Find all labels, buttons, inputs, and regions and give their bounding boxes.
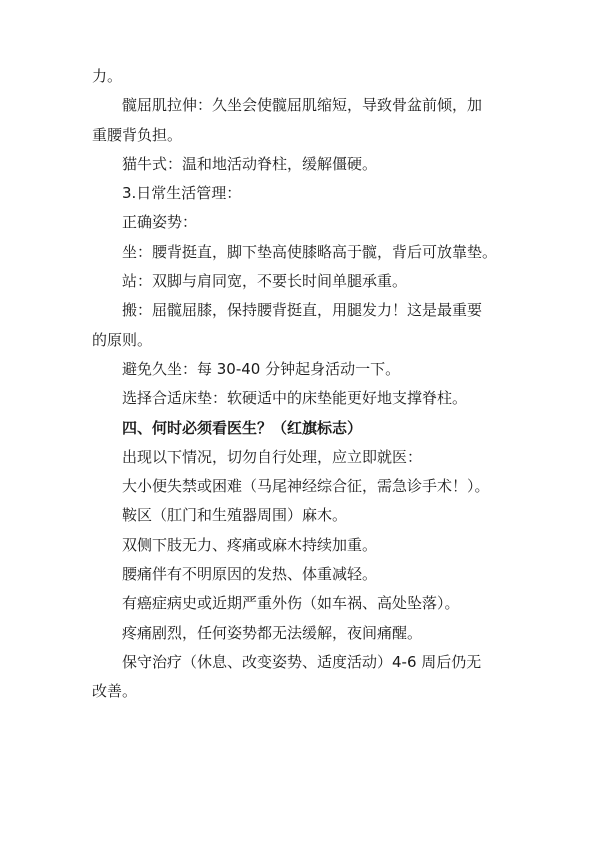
text-line: 出现以下情况，切勿自行处理，应立即就医： — [122, 447, 423, 466]
text-line: 力。 — [92, 67, 123, 85]
text-line: 的原则。 — [92, 330, 153, 349]
text-line: 坐：腰背挺直，脚下垫高使膝略高于髋，背后可放靠垫。 — [122, 242, 498, 261]
text-line: 选择合适床垫：软硬适中的床垫能更好地支撑脊柱。 — [122, 389, 468, 408]
section-heading: 四、何时必须看医生？（红旗标志） — [122, 418, 363, 437]
text-line: 双侧下肢无力、疼痛或麻木持续加重。 — [122, 535, 378, 554]
document-body — [92, 62, 504, 707]
text-line: 保守治疗（休息、改变姿势、适度活动）4-6 周后仍无 — [122, 652, 482, 671]
text-line: 大小便失禁或困难（马尾神经综合征，需急诊手术！）。 — [122, 477, 490, 496]
text-line: 重腰背负担。 — [92, 125, 183, 144]
text-line: 腰痛伴有不明原因的发热、体重减轻。 — [122, 565, 378, 584]
text-line: 鞍区（肛门和生殖器周围）麻木。 — [122, 506, 348, 525]
text-line: 疼痛剧烈，任何姿势都无法缓解，夜间痛醒。 — [122, 623, 423, 642]
text-line: 避免久坐：每 30-40 分钟起身活动一下。 — [122, 359, 401, 378]
text-line: 站：双脚与肩同宽，不要长时间单腿承重。 — [122, 272, 408, 291]
text-line: 猫牛式：温和地活动脊柱，缓解僵硬。 — [122, 154, 378, 173]
text-line: 3.日常生活管理： — [122, 184, 242, 203]
text-line: 有癌症病史或近期严重外伤（如车祸、高处坠落）。 — [122, 594, 460, 613]
text-line: 改善。 — [92, 682, 138, 701]
text-line: 正确姿势： — [122, 213, 198, 232]
text-line: 搬：屈髋屈膝，保持腰背挺直，用腿发力！这是最重要 — [122, 301, 483, 320]
text-line: 髋屈肌拉伸：久坐会使髋屈肌缩短，导致骨盆前倾，加 — [122, 96, 483, 115]
